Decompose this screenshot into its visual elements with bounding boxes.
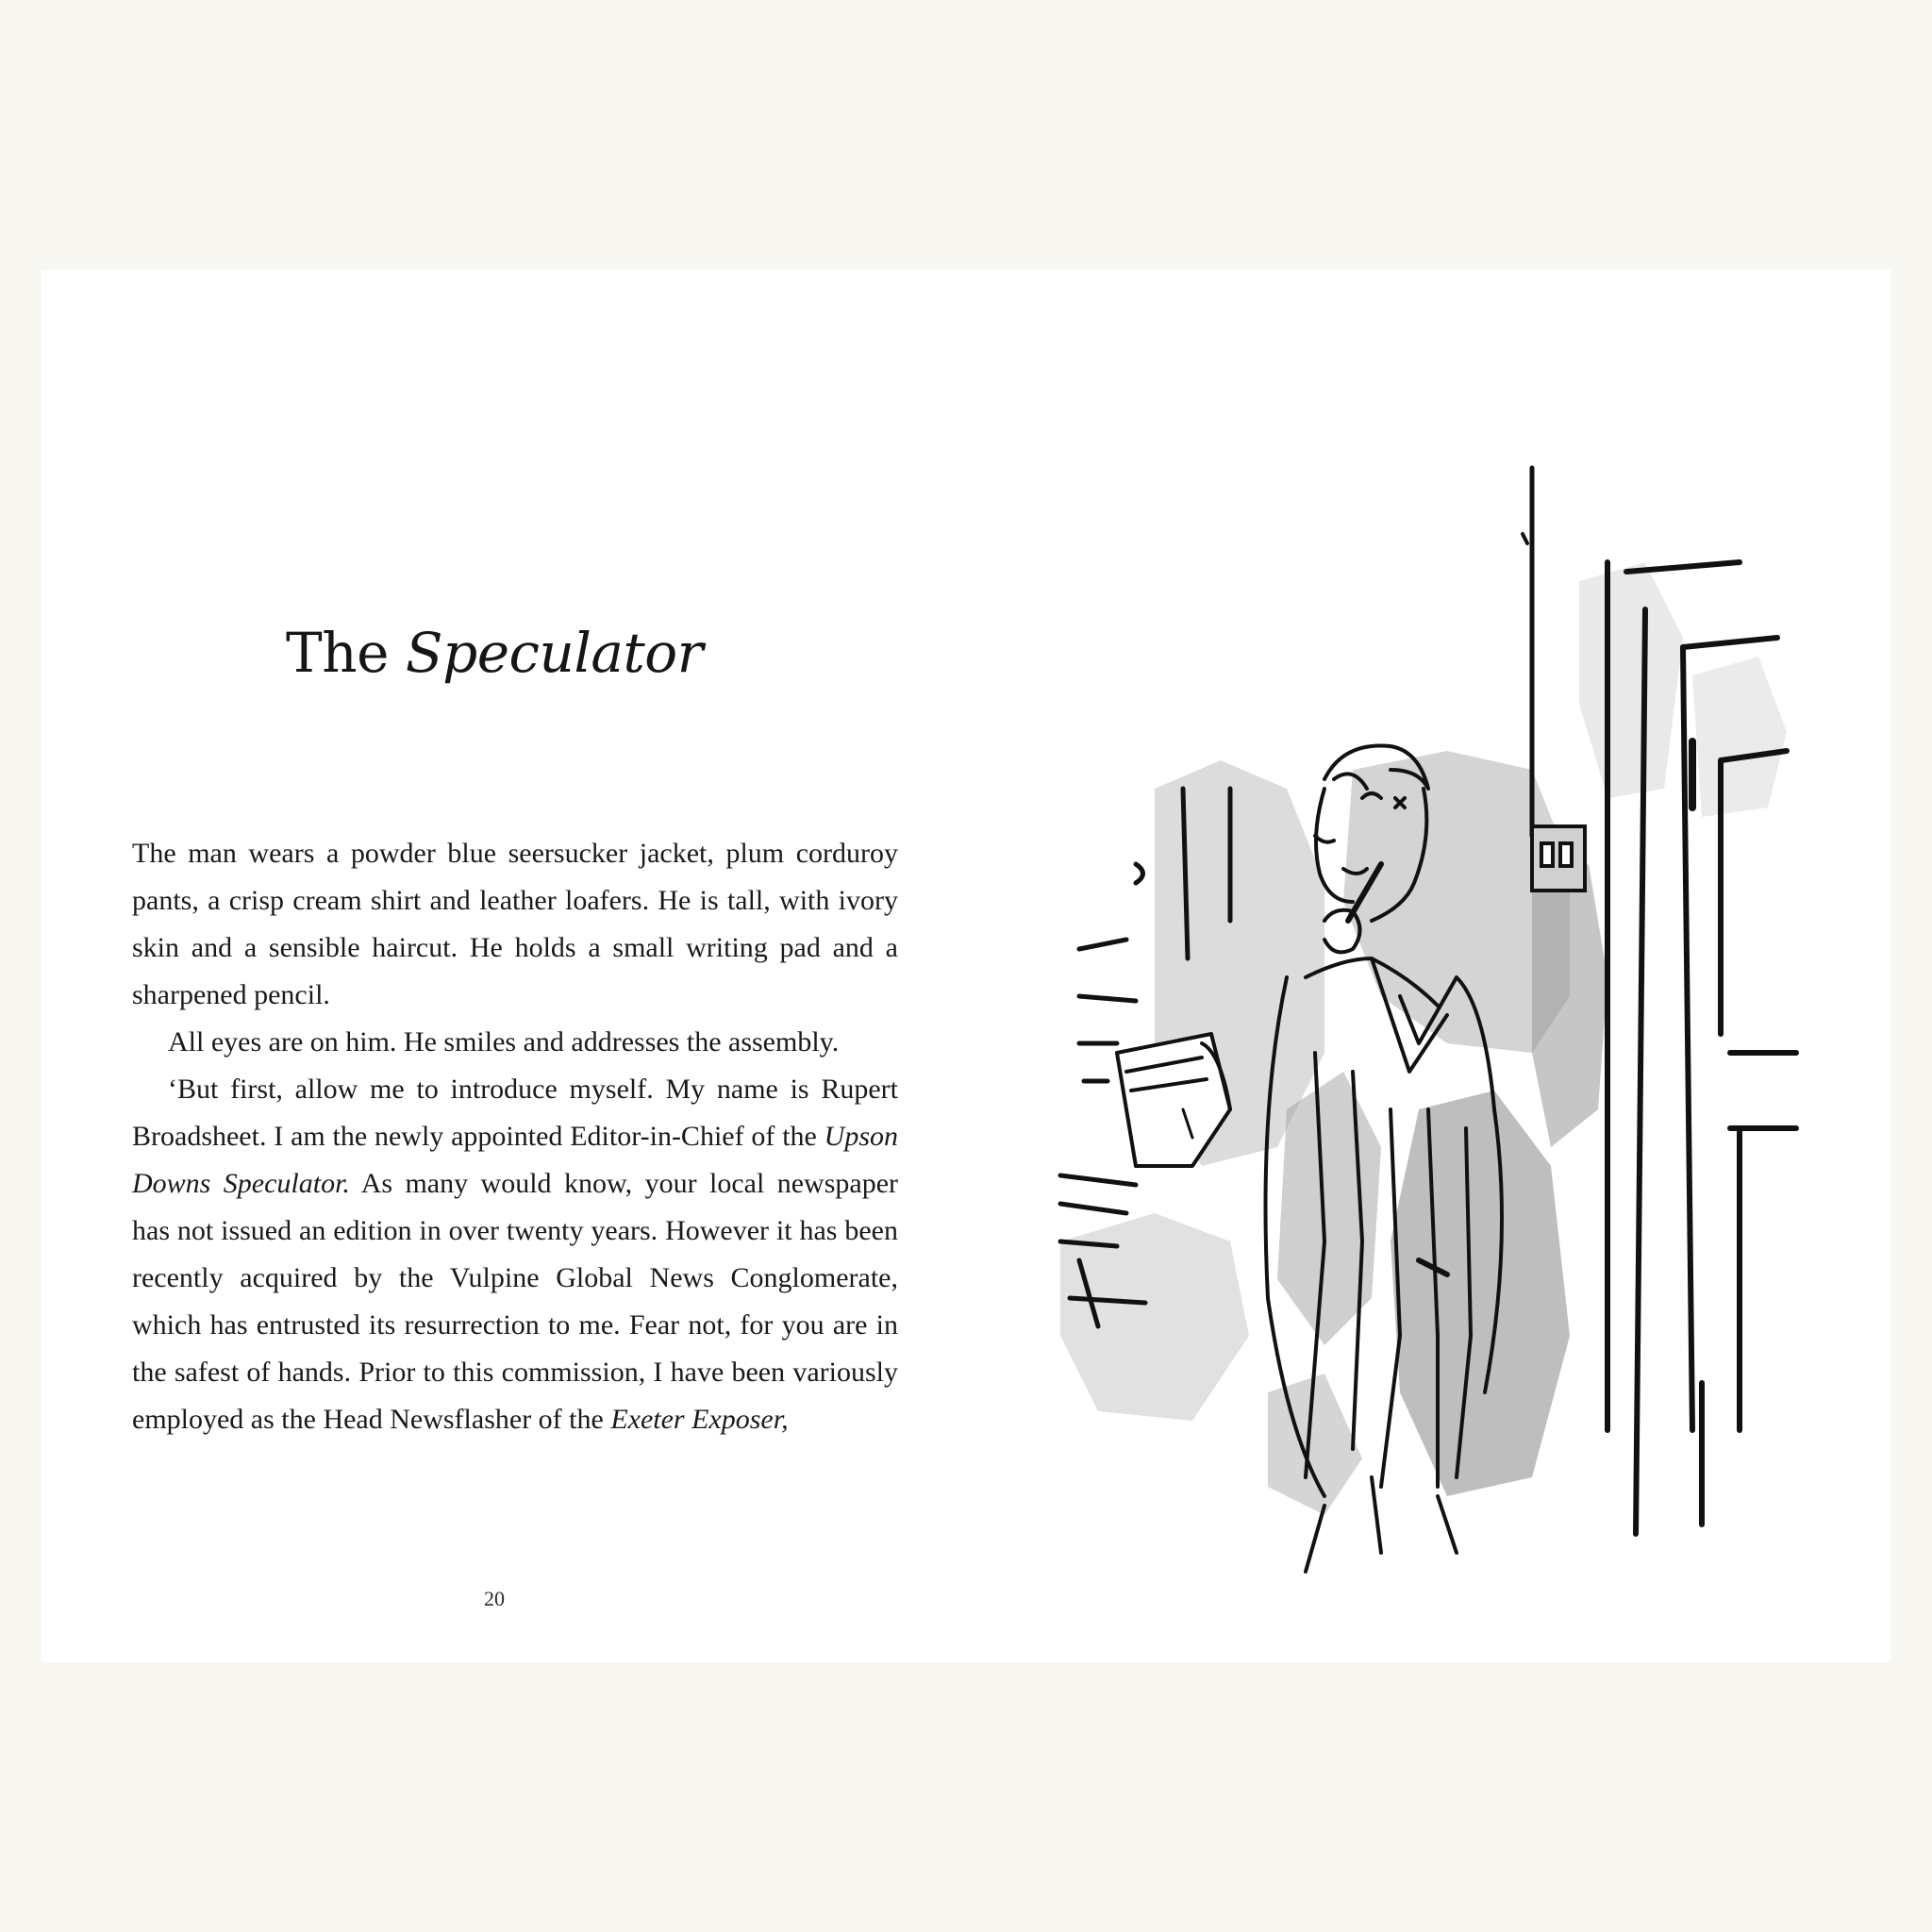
paragraph [132,830,898,1019]
paragraph-text: ‘But first, allow me to introduce myself. My name is Rupert Broadsheet. I am the newly appointed Editor-in-Chief of the [132,1074,898,1152]
chapter-title-italic: Speculator [405,621,703,685]
light-switch [1532,826,1585,891]
italic-text: Exeter Exposer, [610,1404,789,1435]
paragraph-text: The man wears a powder blue seersucker jacket, plum corduroy pants, a crisp cream shirt and leather loafers. He is tall, with ivory skin and a sensible haircut. He holds a small writing pad and a sharpened pencil. [132,838,898,1010]
paragraph-text: As many would know, your local newspaper has not issued an edition in over twenty years. However it has been recently acquired by the Vulpine Global News Conglomerate, which has entrusted its resurrection to me. Fear not, for you are in the safest of hands. Prior to this commission, I have been variously employed as the Head Newsflasher of the [132,1168,898,1435]
illustration-man-with-notepad [1041,392,1834,1619]
paragraph-text: All eyes are on him. He smiles and addresses the assembly. [168,1026,840,1058]
page-number: 20 [484,1587,505,1610]
body-text [132,830,898,1443]
chapter-title-plain: The [286,621,389,685]
left-page [42,270,966,1662]
paragraph [132,1066,898,1443]
paragraph [132,1019,898,1066]
italic-text: Upson Downs Speculator. [132,1121,898,1199]
book-spread [42,270,1890,1662]
right-page [966,270,1890,1662]
chapter-title [42,621,947,685]
